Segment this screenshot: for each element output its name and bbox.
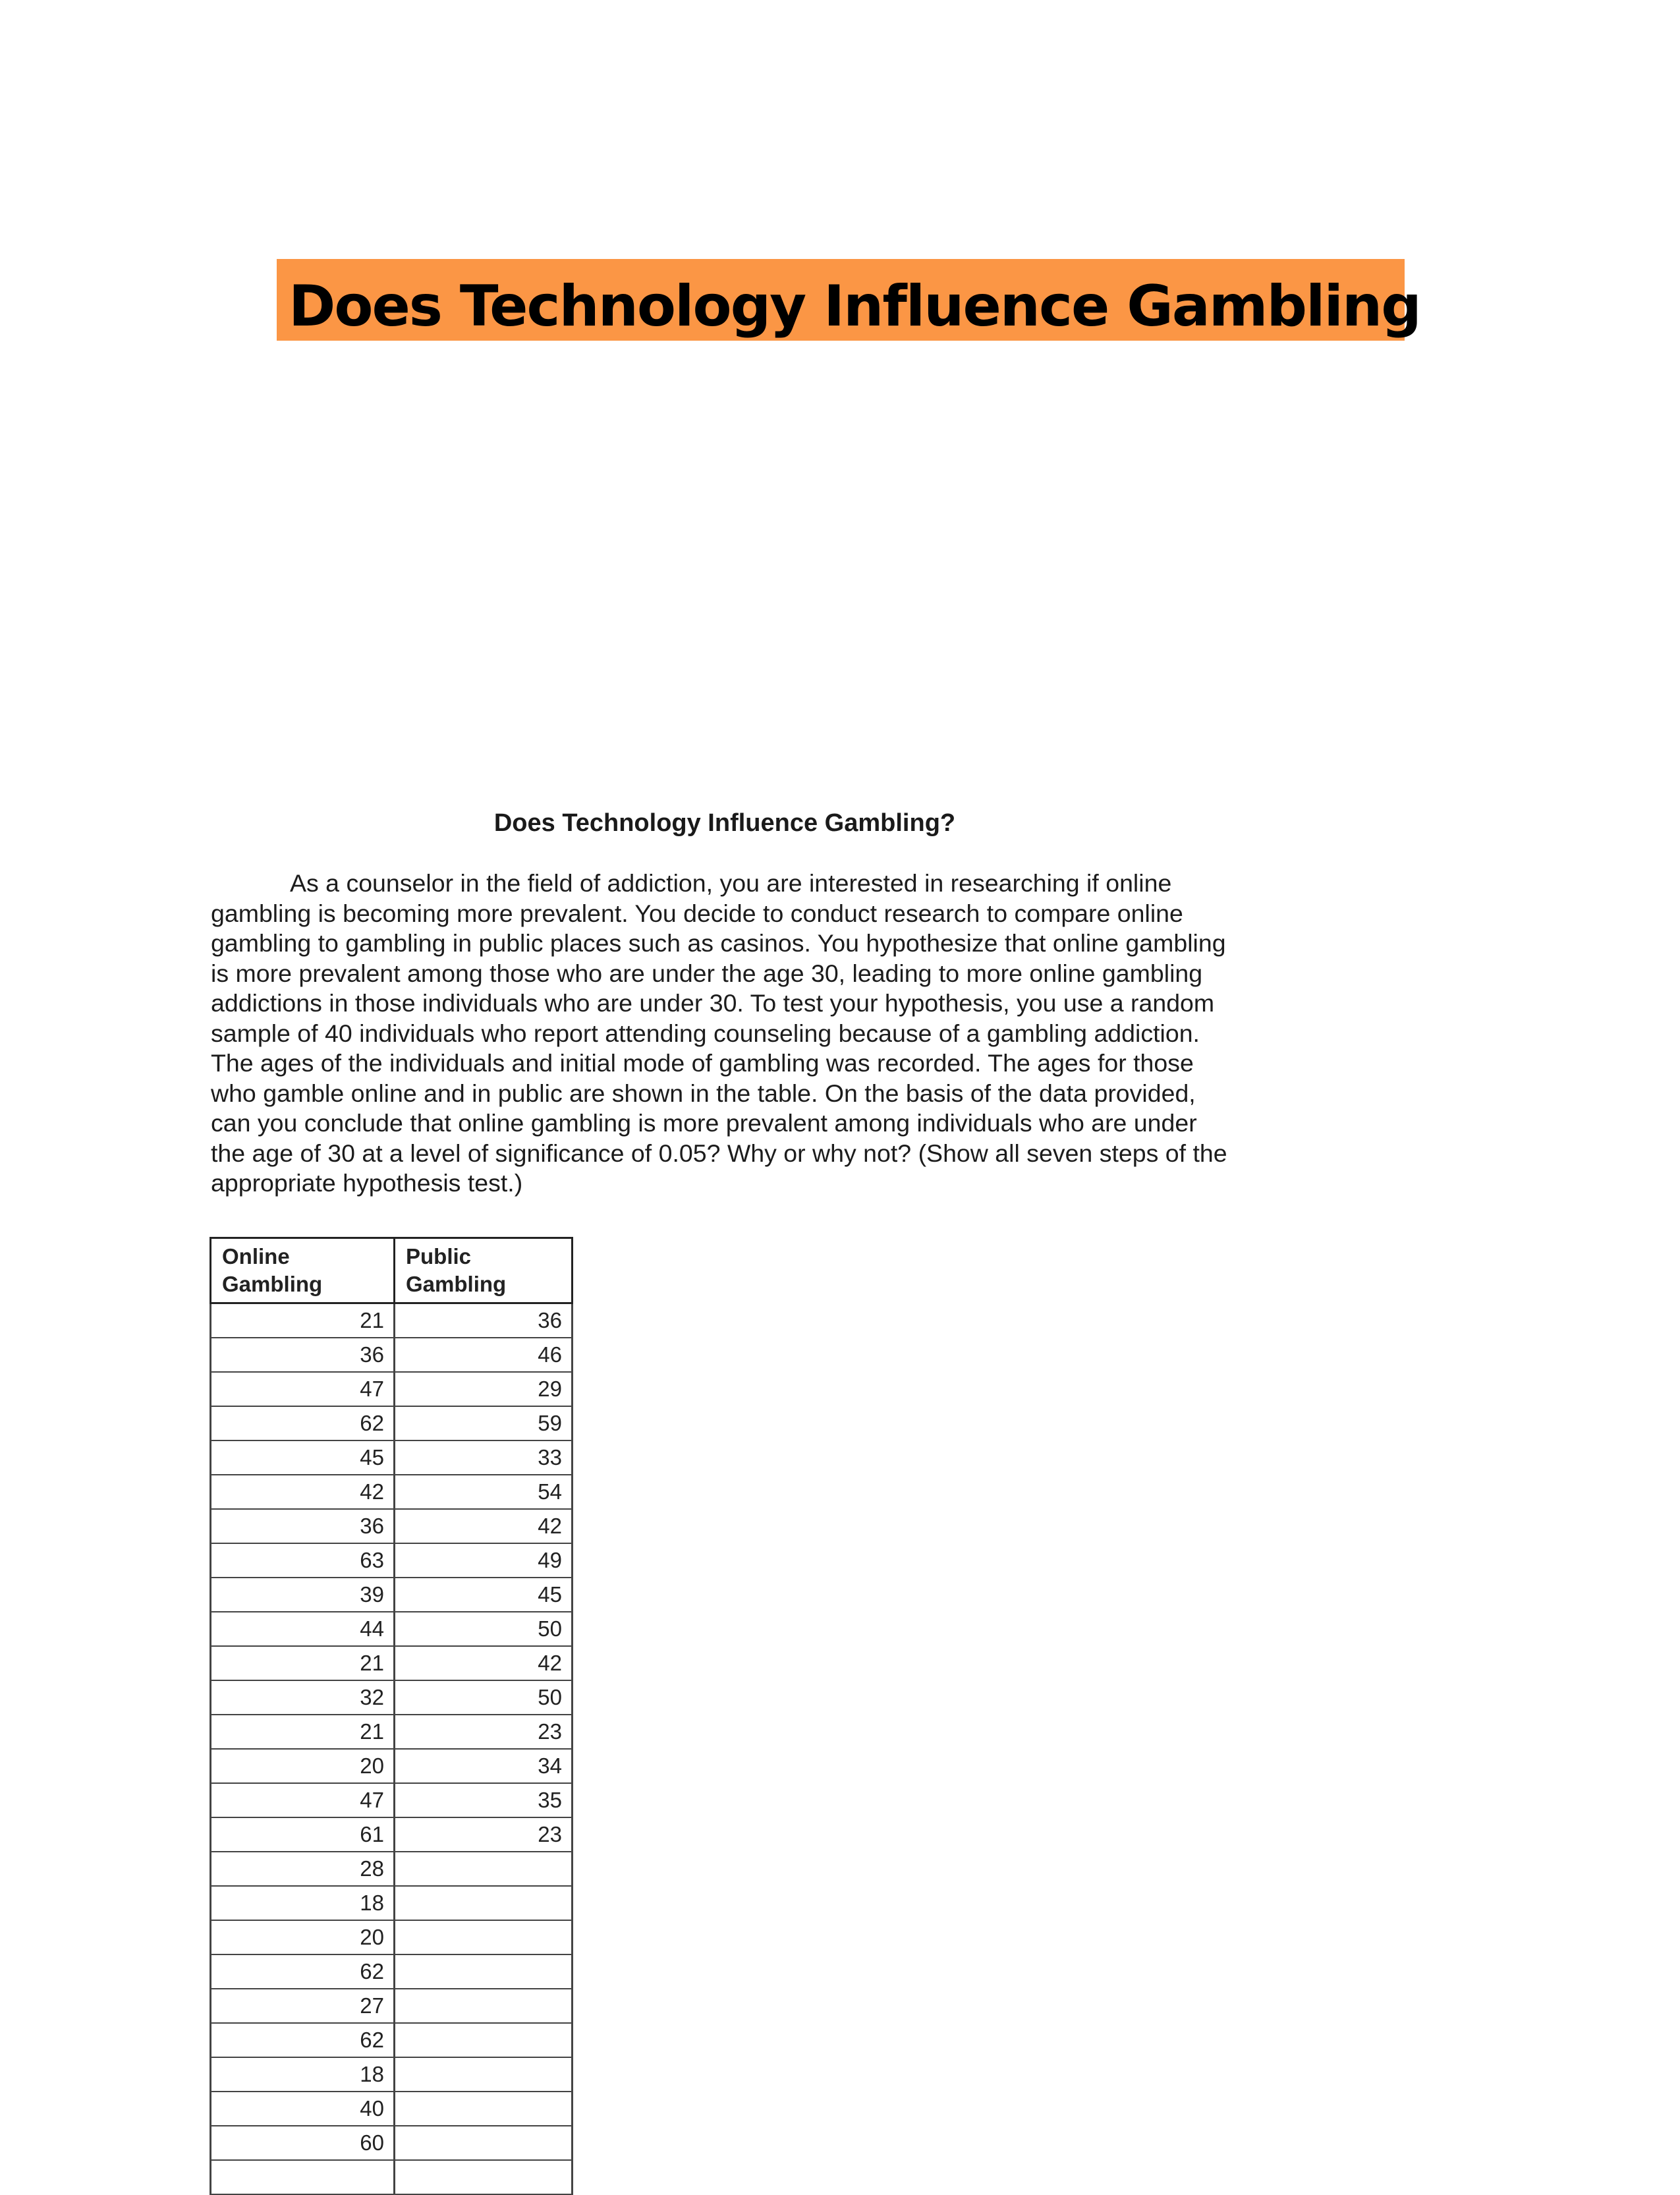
online-gambling-cell: 62 xyxy=(211,1954,395,1989)
document-title: Does Technology Influence Gambling? xyxy=(493,809,956,837)
table-row xyxy=(211,1372,573,1406)
public-gambling-cell: 42 xyxy=(395,1509,573,1543)
table-row xyxy=(211,1475,573,1509)
online-gambling-cell: 21 xyxy=(211,1715,395,1749)
public-gambling-cell: 29 xyxy=(395,1372,573,1406)
table-row xyxy=(211,1989,573,2023)
ages-table xyxy=(210,1237,573,2195)
title-banner xyxy=(277,259,1420,341)
page-title: Does Technology Influence Gambling xyxy=(289,273,1420,339)
public-gambling-cell: 49 xyxy=(395,1543,573,1578)
public-gambling-cell: 45 xyxy=(395,1578,573,1612)
online-gambling-cell: 47 xyxy=(211,1372,395,1406)
table-row xyxy=(211,1440,573,1475)
public-gambling-cell xyxy=(395,2057,573,2092)
online-gambling-cell: 27 xyxy=(211,1989,395,2023)
question-paragraph: As a counselor in the field of addiction, you are interested in researching if online gambling is becoming more prevalent. You decide to conduct research to compare online gambling to gambling in public places such as casinos. You hypothesize that online gambling is more prevalent among those who are under the age 30, leading to more online gambling addictions in those individuals who are under 30. To test your hypothesis, you use a random sample of 40 individuals who report attending counseling because of a gambling addiction. The ages of the individuals and initial mode of gambling was recorded. The ages for those who gamble online and in public are shown in the table. On the basis of the data provided, can you conclude that online gambling is more prevalent among individuals who are under the age of 30 at a level of significance of 0.05? Why or why not? (Show all seven steps of the appropriate hypothesis test.) xyxy=(211,869,1227,1197)
table-row xyxy=(211,1886,573,1920)
online-gambling-cell: 39 xyxy=(211,1578,395,1612)
online-gambling-cell: 18 xyxy=(211,2057,395,2092)
online-gambling-cell: 47 xyxy=(211,1783,395,1817)
online-gambling-cell: 28 xyxy=(211,1852,395,1886)
online-gambling-cell: 20 xyxy=(211,1920,395,1954)
public-gambling-cell: 36 xyxy=(395,1303,573,1338)
public-gambling-cell: 35 xyxy=(395,1783,573,1817)
online-gambling-cell: 63 xyxy=(211,1543,395,1578)
public-gambling-cell: 33 xyxy=(395,1440,573,1475)
public-gambling-cell: 46 xyxy=(395,1338,573,1372)
online-gambling-cell: 42 xyxy=(211,1475,395,1509)
table-row xyxy=(211,1817,573,1852)
table-row xyxy=(211,1954,573,1989)
public-gambling-cell xyxy=(395,1920,573,1954)
public-gambling-cell xyxy=(395,1954,573,1989)
online-gambling-cell: 32 xyxy=(211,1680,395,1715)
table-row xyxy=(211,1578,573,1612)
question-text xyxy=(211,869,1232,1199)
table-row xyxy=(211,1680,573,1715)
table-body xyxy=(211,1303,573,2194)
public-gambling-cell: 50 xyxy=(395,1612,573,1646)
public-gambling-cell xyxy=(395,2160,573,2194)
header-public-gambling: Public Gambling xyxy=(395,1238,573,1303)
online-gambling-cell: 61 xyxy=(211,1817,395,1852)
table-row xyxy=(211,1852,573,1886)
online-gambling-cell: 40 xyxy=(211,2092,395,2126)
online-gambling-cell: 18 xyxy=(211,1886,395,1920)
table-row xyxy=(211,2126,573,2160)
table-row xyxy=(211,1612,573,1646)
online-gambling-cell: 45 xyxy=(211,1440,395,1475)
table-row xyxy=(211,2057,573,2092)
table-row xyxy=(211,1303,573,1338)
table-row xyxy=(211,1920,573,1954)
table-row xyxy=(211,2023,573,2057)
public-gambling-cell xyxy=(395,1989,573,2023)
table-row xyxy=(211,2160,573,2194)
public-gambling-cell xyxy=(395,1852,573,1886)
public-gambling-cell xyxy=(395,2023,573,2057)
table-row xyxy=(211,1646,573,1680)
table-row xyxy=(211,1749,573,1783)
public-gambling-cell: 42 xyxy=(395,1646,573,1680)
public-gambling-cell xyxy=(395,1886,573,1920)
public-gambling-cell: 50 xyxy=(395,1680,573,1715)
online-gambling-cell: 21 xyxy=(211,1646,395,1680)
header-online-gambling: Online Gambling xyxy=(211,1238,395,1303)
table-row xyxy=(211,1783,573,1817)
online-gambling-cell: 44 xyxy=(211,1612,395,1646)
public-gambling-cell: 23 xyxy=(395,1715,573,1749)
online-gambling-cell: 60 xyxy=(211,2126,395,2160)
online-gambling-cell xyxy=(211,2160,395,2194)
public-gambling-cell xyxy=(395,2126,573,2160)
online-gambling-cell: 20 xyxy=(211,1749,395,1783)
table-row xyxy=(211,1509,573,1543)
public-gambling-cell: 34 xyxy=(395,1749,573,1783)
public-gambling-cell: 23 xyxy=(395,1817,573,1852)
public-gambling-cell xyxy=(395,2092,573,2126)
online-gambling-cell: 62 xyxy=(211,2023,395,2057)
online-gambling-cell: 62 xyxy=(211,1406,395,1440)
table-row xyxy=(211,1715,573,1749)
public-gambling-cell: 59 xyxy=(395,1406,573,1440)
table-header-row xyxy=(211,1238,573,1303)
table-row xyxy=(211,1543,573,1578)
table-row xyxy=(211,1338,573,1372)
table-row xyxy=(211,1406,573,1440)
public-gambling-cell: 54 xyxy=(395,1475,573,1509)
table-row xyxy=(211,2092,573,2126)
online-gambling-cell: 21 xyxy=(211,1303,395,1338)
online-gambling-cell: 36 xyxy=(211,1509,395,1543)
online-gambling-cell: 36 xyxy=(211,1338,395,1372)
